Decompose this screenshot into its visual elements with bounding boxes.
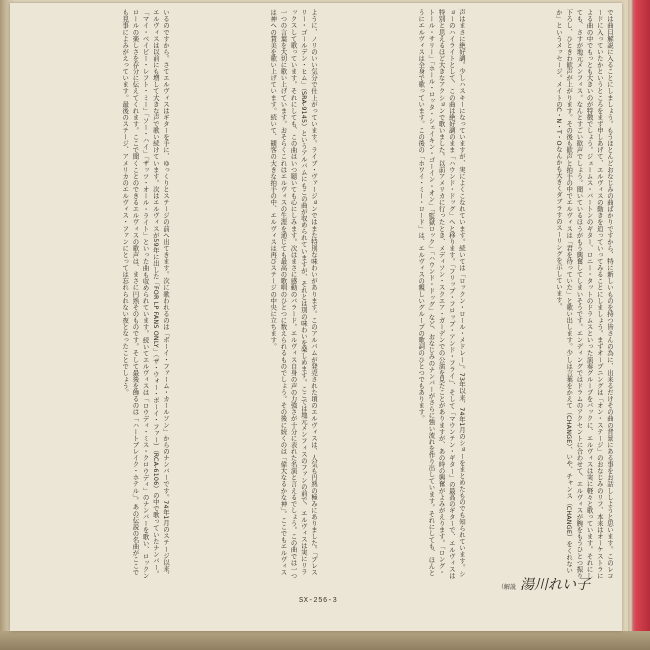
signature-name: 湯川れい子 — [520, 577, 591, 593]
column-text: では曲目解説に入ることにしましょう。もうほとんどおなじみの曲ばかりですから、特に新しいものを持つ皆さんの為に、出来るだけその曲の背景にある事をお話ししようと思います。このレコードに入っていたかというところをまず申しあげて、エルヴィスの動きを追っていってみることにしましょう。まずオープニングは「オン・ステージ」のおなじみのリフ、本来はオーケストラによる曲の中でもっとも大きいのが特徴でしょう。ジェームス・バートンのギター、ロニー・タットのドラムスといった演奏グループをバックに、エルヴィスは実に軽々と歌っています。それにしても、さすが地元メンフィス。なんとすごい歓声でしょう。聞いているほうがもう興奮してしまいそうです。エンディングではドラムのアクセントに合わせて、エルヴィスが腕をもうひとつ振り下ろし、ひときわ歓声が上がります。その後も歓声と拍手の中でエルヴィスは「君を待っていた」と歌い出します。少しは言葉をかえて（CHANGE）、いや、チャンス（CHANGE）をくれないか」というメッセージ。メイトのC・N・T・Oなんかも大きくダブラすのスーリングを示しています。 — [554, 9, 614, 579]
signature-block — [498, 574, 590, 594]
text-column-1 — [475, 9, 615, 579]
liner-notes-sheet — [10, 3, 622, 631]
column-text: いるのですから。さてエルヴィスはギターを手に、ゆっくりとステージの前へ出てきます。次に歌われるのは「ボーイ・ファーム・カールソン」からのナンバーです。74年1月のステージ以来、エルヴィスは以前にも増して大きな声で歌い続けています。次はエルヴィスが59年に出した「FOR LP FANS ONLY」（ザ・ウォー・ボーイ・ファー）（RCA-6106）の中で歌っていたナンバー。「マイ・ベイビー・レフト・ミー」「ソー・ハイ」「ザッツ・オール・ライト」といった曲も収められています。続いてエルヴィスは「ロウディ・ミス・クロウディ」のナンバーを歌い、ロックンロールの楽しさを存分に伝えてくれます。ここで聞くことのできるエルヴィスの歌声は、まさに円熟そのものです。そして最後を飾るのは「ハートブレイク・ホテル」。あの伝説の名曲がここでも見事によみがえっています。最後のステージ、アメリカのエルヴィス・ファンにとっては忘れられない夜となったことでしょう。 — [121, 9, 170, 579]
catalog-number: SX-256-3 — [299, 597, 338, 605]
red-cover-edge — [628, 0, 650, 650]
column-text: 声はまさに絶好調。少しハスキーになっていますが、実によくこなれています。続いては「ロックン・ロール・メドレー」。73年以来、74年1月のショーをまとめたものでも知られています。ショーのハイライトとして、この曲は絶好調のまま「ハウンド・ドッグ」へと移ります。「フリップ・フロップ・アンド・フライ」、そして「マウンテン・ギター」の最高のギターで、エルヴィスは特別と思えるほど大きなアクションで歌いました。以前アメリカに行ったとき、メディソン・スクエア・ガーデンでの公演を見たことがありますが、あの時の興奮がよみがえります。「ロング・トール・サリー」「ホール・ロッタ・シェイキン・ゴーイン・オン」「監獄ロック」「ハウンド・ドッグ」など、おなじみのナンバーがさらに強い流れを作り出しています。それにしても、ほんとうにエルヴィスは全身で歌っています。この後の「ホワイ・ミー・ロード」は、エルヴィスの親しいグループの歌詞のひとつでもあります。 — [417, 9, 466, 579]
text-column-3 — [179, 9, 319, 579]
text-column-4 — [31, 9, 171, 579]
text-column-2 — [327, 9, 467, 579]
signature-label: （解説 — [498, 584, 517, 591]
column-text: ように、ノリのいい気分で仕上がっています。ライブ・ヴァージョンではまた特別な味わいがあります。このアルバムが発売された頃のエルヴィスは、人気も円熟の極みにありました。「プレスリー・ゴールデン・ヒム」（SRA-9145）というアルバムにもこの曲が収められていますが、それとは別の味わいを楽しめます。ここでは地元メンフィスのファンの前で、エルヴィスは実にリラックスして歌っています。それにしても、この曲はいつ聴いても心にしみます。次はまさに感動のバラード。エルヴィス自身の声の力強さが十分に表れた名演と言えるでしょう。この曲では一つ一つの言葉を大切に歌い上げています。おそらくこれはエルヴィスの生涯を通じても最高の歌唱のひとつに数えられるものでしょう。その後に続くのは「偉大なるかな神」。ここでもエルヴィスは神への賛美を歌い上げています。続いて、観客の大きな拍手の中、エルヴィスは再びステージの中央に立ちます。 — [269, 9, 318, 579]
liner-notes-columns — [31, 9, 615, 579]
table-edge — [0, 631, 650, 650]
